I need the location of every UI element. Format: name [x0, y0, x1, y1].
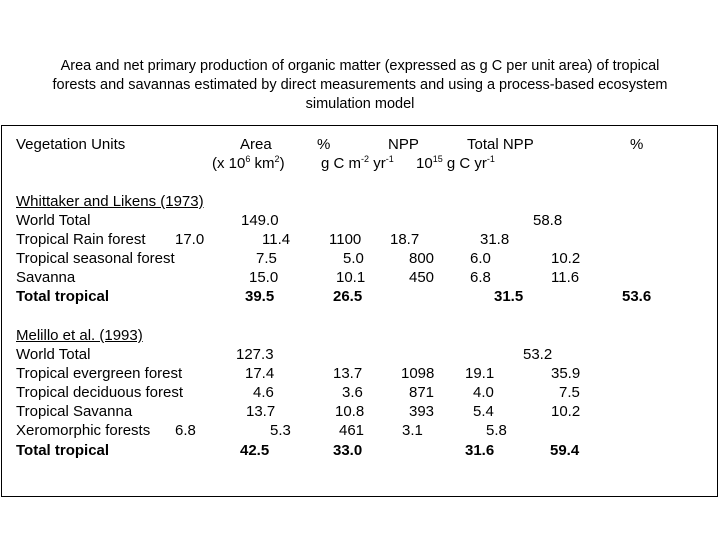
caption-line-3: simulation model [305, 96, 415, 112]
row-label: Savanna [16, 269, 76, 286]
cell: 393 [409, 403, 435, 420]
cell: 33.0 [333, 442, 363, 459]
cell: 127.3 [236, 346, 274, 363]
cell: 31.6 [465, 442, 495, 459]
cell: 10.1 [336, 269, 366, 286]
cell: 5.3 [270, 422, 291, 439]
cell: 7.5 [256, 250, 277, 267]
cell: 4.6 [253, 384, 274, 401]
cell: 1098 [401, 365, 435, 382]
cell: 59.4 [550, 442, 580, 459]
cell: 3.1 [402, 422, 423, 439]
row-label: Total tropical [16, 442, 110, 459]
cell: 6.8 [175, 422, 196, 439]
cell: 13.7 [246, 403, 276, 420]
cell: 5.4 [473, 403, 494, 420]
cell: 53.6 [622, 288, 652, 305]
cell: 3.6 [342, 384, 363, 401]
cell: 6.0 [470, 250, 491, 267]
cell: 10.2 [551, 403, 581, 420]
cell: 18.7 [390, 231, 420, 248]
cell: 17.0 [175, 231, 205, 248]
header-total-npp-unit: $10^{15}$ g C $yr^{-1}$ [416, 154, 495, 172]
row-label: World Total [16, 212, 91, 229]
row-label: World Total [16, 346, 91, 363]
cell: 10.8 [335, 403, 365, 420]
cell: 4.0 [473, 384, 494, 401]
header-percent-2: % [630, 136, 644, 153]
cell: 7.5 [559, 384, 580, 401]
cell: 19.1 [465, 365, 495, 382]
caption-line-1: Area and net primary production of organic matter (expressed as g C per unit area) of tropical [60, 58, 660, 74]
cell: 149.0 [241, 212, 279, 229]
cell: 5.8 [486, 422, 507, 439]
cell: 35.9 [551, 365, 581, 382]
header-area: Area [240, 136, 272, 153]
cell: 1100 [329, 231, 362, 248]
cell: 53.2 [523, 346, 553, 363]
cell: 42.5 [240, 442, 270, 459]
row-label: Xeromorphic forests [16, 422, 151, 439]
cell: 6.8 [470, 269, 491, 286]
cell: 13.7 [333, 365, 363, 382]
header-percent-1: % [317, 136, 331, 153]
row-label: Total tropical [16, 288, 110, 305]
cell: 39.5 [245, 288, 275, 305]
cell: 31.8 [480, 231, 510, 248]
cell: 871 [409, 384, 435, 401]
cell: 15.0 [249, 269, 279, 286]
cell: 31.5 [494, 288, 524, 305]
header-npp-unit: g C $m^{-2}$ $yr^{-1}$ [321, 154, 394, 172]
cell: 58.8 [533, 212, 563, 229]
row-label: Tropical deciduous forest [16, 384, 184, 401]
cell: 26.5 [333, 288, 363, 305]
cell: 11.6 [551, 269, 580, 286]
cell: 450 [409, 269, 435, 286]
cell: 5.0 [343, 250, 364, 267]
header-npp: NPP [388, 136, 419, 153]
row-label: Tropical evergreen forest [16, 365, 183, 382]
cell: 461 [339, 422, 365, 439]
row-label: Tropical seasonal forest [16, 250, 175, 267]
header-area-unit: (x $10^6$ $km^2$) [212, 154, 285, 172]
cell: 800 [409, 250, 435, 267]
section-title-melillo: Melillo et al. (1993) [16, 327, 143, 344]
header-vegetation-units: Vegetation Units [16, 136, 126, 153]
row-label: Tropical Rain forest [16, 231, 146, 248]
cell: 17.4 [245, 365, 275, 382]
table-caption [10, 57, 710, 114]
caption-line-2: forests and savannas estimated by direct measurements and using a process-based ecosystem [52, 77, 668, 93]
cell: 11.4 [262, 231, 291, 248]
section-title-whittaker: Whittaker and Likens (1973) [16, 193, 204, 210]
cell: 10.2 [551, 250, 581, 267]
row-label: Tropical Savanna [16, 403, 133, 420]
header-total-npp: Total NPP [467, 136, 534, 153]
